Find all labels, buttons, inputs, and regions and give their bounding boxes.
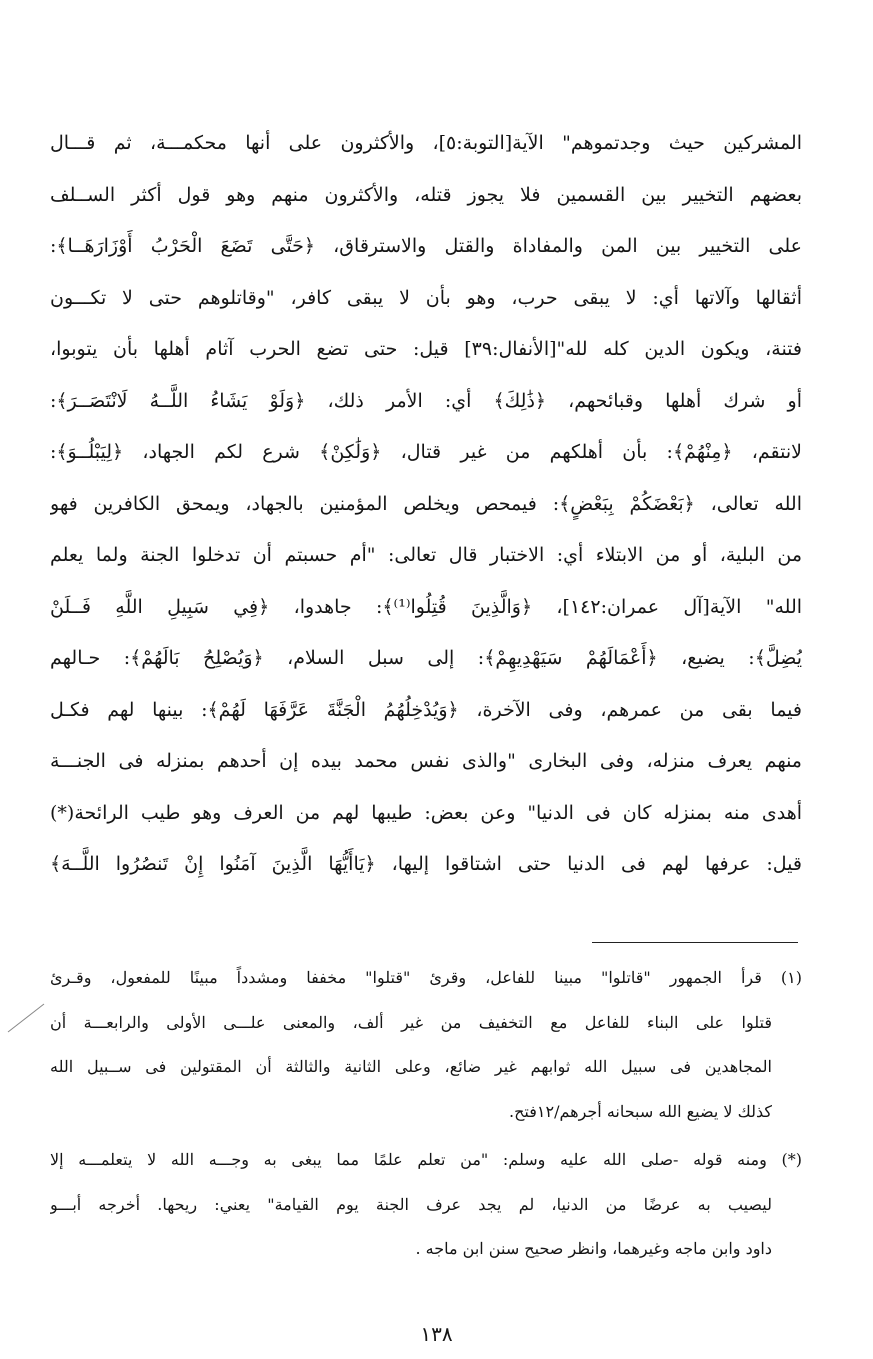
body-line: من البلية، أو من الابتلاء أي: الاختبار قال تعالى: "أم حسبتم أن تدخلوا الجنة ولما يعلم bbox=[50, 544, 802, 566]
footnote-2-line: ليصيب به عرضًا من الدنيا، لم يجد عرف الجنة يوم القيامة" يعني: ريحها. أخرجه أبـــو bbox=[50, 1194, 772, 1214]
body-line: فتنة، ويكون الدين كله لله"[الأنفال:٣٩] قيل: حتى تضع الحرب آثام أهلها بأن يتوبوا، bbox=[50, 338, 802, 360]
body-line: لانتقم، ﴿مِنْهُمْ﴾: بأن أهلكهم من غير قتال، ﴿وَلَٰكِنْ﴾ شرع لكم الجهاد، ﴿لِيَبْلُــوَ﴾: bbox=[50, 441, 802, 463]
body-line: بعضهم التخيير بين القسمين فلا يجوز قتله، والأكثرون منهم وهو قول أكثر الســلف bbox=[50, 183, 802, 206]
body-line: على التخيير بين المن والمفاداة والقتل والاسترقاق، ﴿حَتَّى تَضَعَ الْحَرْبُ أَوْزَارَهَــا﴾: bbox=[50, 235, 802, 257]
body-line: يُضِلَّ﴾: يضيع، ﴿أَعْمَالَهُمْ سَيَهْدِيهِمْ﴾: إلى سبل السلام، ﴿وَيُصْلِحُ بَالَهُمْ﴾: حـالهم bbox=[50, 647, 802, 669]
footnote-divider bbox=[592, 942, 798, 943]
body-line: المشركين حيث وجدتموهم" الآية[التوبة:٥]، والأكثرون على أنها محكمـــة، ثم قـــال bbox=[50, 132, 802, 154]
body-line: منهم يعرف منزله، وفى البخارى "والذى نفس محمد بيده إن أحدهم بمنزله فى الجنـــة bbox=[50, 750, 802, 772]
body-line: أو شرك أهلها وقبائحهم، ﴿ذَٰلِكَ﴾ أي: الأمر ذلك، ﴿وَلَوْ يَشَاءُ اللَّــهُ لَانْتَصَــرَ﴾: bbox=[50, 389, 802, 412]
footnote-1-line: كذلك لا يضيع الله سبحانه أجرهم/١٢فتح. bbox=[509, 1101, 772, 1121]
body-line: أثقالها وآلاتها أي: لا يبقى حرب، وهو بأن لا يبقى كافر، "وقاتلوهم حتى لا تكـــون bbox=[50, 286, 802, 309]
footnote-1-line: قتلوا على البناء للفاعل مع التخفيف من غير ألف، والمعنى علـــى الأولى والرابعـــة أن bbox=[50, 1012, 772, 1032]
main-body-text bbox=[50, 118, 802, 891]
body-line: الله تعالى، ﴿بَعْضَكُمْ بِبَعْضٍ﴾: فيمحص ويخلص المؤمنين بالجهاد، ويمحق الكافرين فهو bbox=[50, 492, 802, 515]
footnote-2-line: (*) ومنه قوله -صلى الله عليه وسلم: "من تعلم علمًا مما يبغى به وجـــه الله لا يتعلمـــه إلا bbox=[50, 1150, 802, 1169]
margin-pencil-mark bbox=[6, 1002, 46, 1034]
body-line: فيما بقى من عمرهم، وفى الآخرة، ﴿وَيُدْخِلُهُمُ الْجَنَّةَ عَرَّفَهَا لَهُمْ﴾: بينها لهم فكـل bbox=[50, 698, 802, 721]
body-line: قيل: عرفها لهم فى الدنيا حتى اشتاقوا إليها، ﴿يَاأَيُّهَا الَّذِينَ آمَنُوا إِنْ تَنصُرُوا اللَّــهَ﴾ bbox=[50, 853, 802, 875]
footnote-2-line: داود وابن ماجه وغيرهما، وانظر صحيح سنن ابن ماجه . bbox=[415, 1239, 772, 1258]
body-line: أهدى منه بمنزله كان فى الدنيا" وعن بعض: طيبها لهم من العرف وهو طيب الرائحة(*) bbox=[50, 801, 802, 824]
page-number: ١٣٨ bbox=[420, 1322, 453, 1346]
body-line: الله" الآية[آل عمران:١٤٢]، ﴿وَالَّذِينَ قُتِلُوا⁽¹⁾﴾: جاهدوا، ﴿فِي سَبِيلِ اللَّهِ فَــلَنْ bbox=[50, 595, 802, 618]
footnote-1-line: المجاهدين فى سبيل الله ثوابهم غير ضائع، وعلى الثانية والثالثة أن المقتولين فى ســبيل الله bbox=[50, 1057, 772, 1076]
footnote-1-line: (١) قرأ الجمهور "قاتلوا" مبينا للفاعل، وقرئ "قتلوا" مخففا ومشدداً مبينًا للمفعول، وقـرئ bbox=[50, 968, 802, 987]
footnotes-section bbox=[50, 956, 802, 1272]
